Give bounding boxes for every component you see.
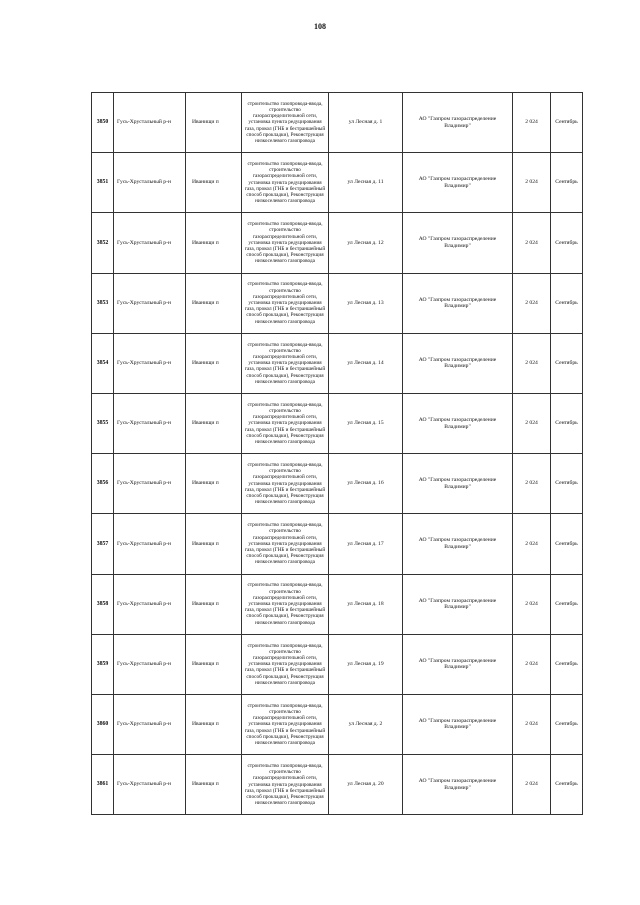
row-number: 3860: [92, 694, 114, 754]
district-cell: Гусь-Хрустальный р-н: [114, 333, 186, 393]
month-cell: Сентябрь: [551, 574, 583, 634]
district-cell: Гусь-Хрустальный р-н: [114, 514, 186, 574]
settlement-cell: Иванищи п: [186, 454, 242, 514]
table-row: [92, 454, 583, 514]
table-row: [92, 755, 583, 815]
year-cell: 2 024: [513, 454, 551, 514]
month-cell: Сентябрь: [551, 694, 583, 754]
month-cell: Сентябрь: [551, 755, 583, 815]
year-cell: 2 024: [513, 393, 551, 453]
table-row: [92, 153, 583, 213]
table-row: [92, 393, 583, 453]
year-cell: 2 024: [513, 213, 551, 273]
table-row: [92, 333, 583, 393]
address-cell: ул Лесная д. 14: [329, 333, 403, 393]
table-row: [92, 273, 583, 333]
month-cell: Сентябрь: [551, 393, 583, 453]
organization-cell: АО "Газпром газораспределение Владимир": [403, 213, 513, 273]
district-cell: Гусь-Хрустальный р-н: [114, 454, 186, 514]
organization-cell: АО "Газпром газораспределение Владимир": [403, 755, 513, 815]
district-cell: Гусь-Хрустальный р-н: [114, 93, 186, 153]
work-description-cell: строительство газопровода-ввода, строительство газораспределительной сети, установка пункта редуцирования газа, прокол (ГНБ и бестраншейный способ прокладки), Реконструкция низкоселевого газопровода: [242, 393, 329, 453]
table-row: [92, 634, 583, 694]
settlement-cell: Иванищи п: [186, 153, 242, 213]
settlement-cell: Иванищи п: [186, 213, 242, 273]
year-cell: 2 024: [513, 634, 551, 694]
district-cell: Гусь-Хрустальный р-н: [114, 213, 186, 273]
row-number: 3856: [92, 454, 114, 514]
month-cell: Сентябрь: [551, 273, 583, 333]
district-cell: Гусь-Хрустальный р-н: [114, 574, 186, 634]
row-number: 3850: [92, 93, 114, 153]
work-description-cell: строительство газопровода-ввода, строительство газораспределительной сети, установка пункта редуцирования газа, прокол (ГНБ и бестраншейный способ прокладки), Реконструкция низкоселевого газопровода: [242, 634, 329, 694]
row-number: 3855: [92, 393, 114, 453]
address-cell: ул Лесная д. 18: [329, 574, 403, 634]
district-cell: Гусь-Хрустальный р-н: [114, 634, 186, 694]
address-cell: ул Лесная д. 19: [329, 634, 403, 694]
work-description-cell: строительство газопровода-ввода, строительство газораспределительной сети, установка пункта редуцирования газа, прокол (ГНБ и бестраншейный способ прокладки), Реконструкция низкоселевого газопровода: [242, 93, 329, 153]
work-description-cell: строительство газопровода-ввода, строительство газораспределительной сети, установка пункта редуцирования газа, прокол (ГНБ и бестраншейный способ прокладки), Реконструкция низкоселевого газопровода: [242, 514, 329, 574]
address-cell: ул Лесная д. 16: [329, 454, 403, 514]
settlement-cell: Иванищи п: [186, 333, 242, 393]
month-cell: Сентябрь: [551, 514, 583, 574]
address-cell: ул Лесная д. 2: [329, 694, 403, 754]
month-cell: Сентябрь: [551, 634, 583, 694]
settlement-cell: Иванищи п: [186, 514, 242, 574]
settlement-cell: Иванищи п: [186, 634, 242, 694]
organization-cell: АО "Газпром газораспределение Владимир": [403, 153, 513, 213]
page-number: 108: [314, 22, 326, 31]
table-row: [92, 574, 583, 634]
address-cell: ул Лесная д. 13: [329, 273, 403, 333]
row-number: 3861: [92, 755, 114, 815]
district-cell: Гусь-Хрустальный р-н: [114, 694, 186, 754]
month-cell: Сентябрь: [551, 93, 583, 153]
organization-cell: АО "Газпром газораспределение Владимир": [403, 333, 513, 393]
work-description-cell: строительство газопровода-ввода, строительство газораспределительной сети, установка пункта редуцирования газа, прокол (ГНБ и бестраншейный способ прокладки), Реконструкция низкоселевого газопровода: [242, 694, 329, 754]
district-cell: Гусь-Хрустальный р-н: [114, 153, 186, 213]
table-row: [92, 514, 583, 574]
district-cell: Гусь-Хрустальный р-н: [114, 273, 186, 333]
year-cell: 2 024: [513, 333, 551, 393]
row-number: 3851: [92, 153, 114, 213]
row-number: 3854: [92, 333, 114, 393]
row-number: 3857: [92, 514, 114, 574]
month-cell: Сентябрь: [551, 454, 583, 514]
address-cell: ул Лесная д. 15: [329, 393, 403, 453]
year-cell: 2 024: [513, 694, 551, 754]
row-number: 3858: [92, 574, 114, 634]
table-body: [92, 93, 583, 815]
year-cell: 2 024: [513, 153, 551, 213]
organization-cell: АО "Газпром газораспределение Владимир": [403, 514, 513, 574]
work-description-cell: строительство газопровода-ввода, строительство газораспределительной сети, установка пункта редуцирования газа, прокол (ГНБ и бестраншейный способ прокладки), Реконструкция низкоселевого газопровода: [242, 273, 329, 333]
year-cell: 2 024: [513, 514, 551, 574]
organization-cell: АО "Газпром газораспределение Владимир": [403, 93, 513, 153]
organization-cell: АО "Газпром газораспределение Владимир": [403, 454, 513, 514]
table-row: [92, 93, 583, 153]
settlement-cell: Иванищи п: [186, 273, 242, 333]
address-cell: ул Лесная д. 17: [329, 514, 403, 574]
year-cell: 2 024: [513, 273, 551, 333]
work-description-cell: строительство газопровода-ввода, строительство газораспределительной сети, установка пункта редуцирования газа, прокол (ГНБ и бестраншейный способ прокладки), Реконструкция низкоселевого газопровода: [242, 153, 329, 213]
year-cell: 2 024: [513, 93, 551, 153]
month-cell: Сентябрь: [551, 333, 583, 393]
organization-cell: АО "Газпром газораспределение Владимир": [403, 694, 513, 754]
settlement-cell: Иванищи п: [186, 93, 242, 153]
year-cell: 2 024: [513, 574, 551, 634]
work-description-cell: строительство газопровода-ввода, строительство газораспределительной сети, установка пункта редуцирования газа, прокол (ГНБ и бестраншейный способ прокладки), Реконструкция низкоселевого газопровода: [242, 213, 329, 273]
year-cell: 2 024: [513, 755, 551, 815]
table-row: [92, 213, 583, 273]
table-row: [92, 694, 583, 754]
district-cell: Гусь-Хрустальный р-н: [114, 755, 186, 815]
address-cell: ул Лесная д. 12: [329, 213, 403, 273]
settlement-cell: Иванищи п: [186, 393, 242, 453]
month-cell: Сентябрь: [551, 153, 583, 213]
row-number: 3859: [92, 634, 114, 694]
row-number: 3853: [92, 273, 114, 333]
organization-cell: АО "Газпром газораспределение Владимир": [403, 273, 513, 333]
month-cell: Сентябрь: [551, 213, 583, 273]
address-cell: ул Лесная д. 11: [329, 153, 403, 213]
work-description-cell: строительство газопровода-ввода, строительство газораспределительной сети, установка пункта редуцирования газа, прокол (ГНБ и бестраншейный способ прокладки), Реконструкция низкоселевого газопровода: [242, 333, 329, 393]
work-description-cell: строительство газопровода-ввода, строительство газораспределительной сети, установка пункта редуцирования газа, прокол (ГНБ и бестраншейный способ прокладки), Реконструкция низкоселевого газопровода: [242, 454, 329, 514]
address-cell: ул Лесная д. 20: [329, 755, 403, 815]
organization-cell: АО "Газпром газораспределение Владимир": [403, 634, 513, 694]
work-description-cell: строительство газопровода-ввода, строительство газораспределительной сети, установка пункта редуцирования газа, прокол (ГНБ и бестраншейный способ прокладки), Реконструкция низкоселевого газопровода: [242, 755, 329, 815]
district-cell: Гусь-Хрустальный р-н: [114, 393, 186, 453]
address-cell: ул Лесная д. 1: [329, 93, 403, 153]
settlement-cell: Иванищи п: [186, 755, 242, 815]
organization-cell: АО "Газпром газораспределение Владимир": [403, 393, 513, 453]
settlement-cell: Иванищи п: [186, 574, 242, 634]
settlement-cell: Иванищи п: [186, 694, 242, 754]
row-number: 3852: [92, 213, 114, 273]
work-description-cell: строительство газопровода-ввода, строительство газораспределительной сети, установка пункта редуцирования газа, прокол (ГНБ и бестраншейный способ прокладки), Реконструкция низкоселевого газопровода: [242, 574, 329, 634]
gasification-table: [91, 92, 583, 815]
organization-cell: АО "Газпром газораспределение Владимир": [403, 574, 513, 634]
